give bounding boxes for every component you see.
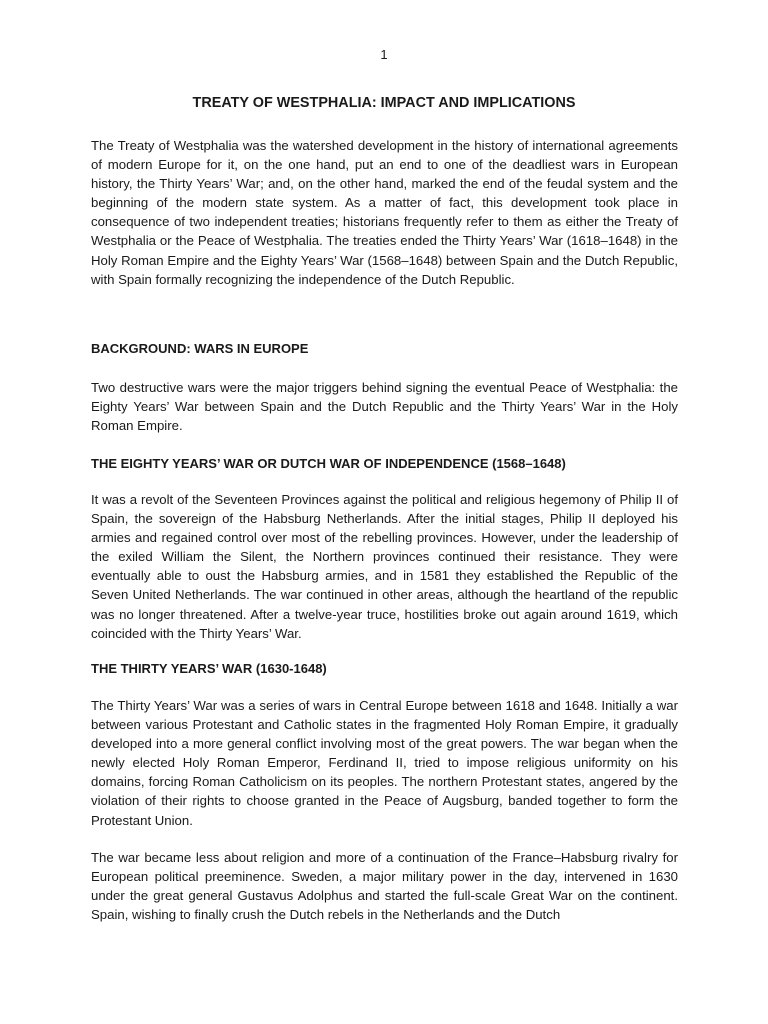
document-title: TREATY OF WESTPHALIA: IMPACT AND IMPLICATIONS [192,95,576,111]
eighty-years-war-heading: THE EIGHTY YEARS’ WAR OR DUTCH WAR OF INDEPENDENCE (1568–1648) [91,456,566,471]
eighty-years-war-paragraph: It was a revolt of the Seventeen Provinces against the political and religious hegemony of Philip II of Spain, the sovereign of the Habsburg Netherlands. After the initial stages, Philip II deployed his armies and regained control over most of the rebelling provinces. However, under the leadership of the exiled William the Silent, the Northern provinces continued their resistance. They were eventually able to oust the Habsburg armies, and in 1581 they established the Republic of the Seven United Netherlands. The war continued in other areas, although the heartland of the republic was no longer threatened. After a twelve-year truce, hostilities broke out again around 1619, which coincided with the Thirty Years’ War. [91,492,678,641]
background-heading: BACKGROUND: WARS IN EUROPE [91,341,309,356]
background-paragraph: Two destructive wars were the major triggers behind signing the eventual Peace of Westphalia: the Eighty Years’ War between Spain and the Dutch Republic and the Thirty Years’ War in the Holy Roman Empire. [91,380,678,434]
page-number: 1 [380,47,388,62]
thirty-years-war-paragraph-1: The Thirty Years’ War was a series of wars in Central Europe between 1618 and 1648. Initially a war between various Protestant and Catholic states in the fragmented Holy Roman Empire, it gradually developed into a more general conflict involving most of the great powers. The war began when the newly elected Holy Roman Emperor, Ferdinand II, tried to impose religious uniformity on his domains, forcing Roman Catholicism on its peoples. The northern Protestant states, angered by the violation of their rights to choose granted in the Peace of Augsburg, banded together to form the Protestant Union. [91,698,678,828]
thirty-years-war-paragraph-2: The war became less about religion and more of a continuation of the France–Habsburg rivalry for European political preeminence. Sweden, a major military power in the day, intervened in 1630 under the great general Gustavus Adolphus and started the full-scale Great War on the continent. Spain, wishing to finally crush the Dutch rebels in the Netherlands and the Dutch [91,850,678,923]
intro-paragraph: The Treaty of Westphalia was the watershed development in the history of international agreements of modern Europe for it, on the one hand, put an end to one of the deadliest wars in European history, the Thirty Years’ War; and, on the other hand, marked the end of the feudal system and the beginning of the modern state system. As a matter of fact, this development took place in consequence of two independent treaties; historians frequently refer to them as either the Treaty of Westphalia or the Peace of Westphalia. The treaties ended the Thirty Years’ War (1618–1648) in the Holy Roman Empire and the Eighty Years’ War (1568–1648) between Spain and the Dutch Republic, with Spain formally recognizing the independence of the Dutch Republic. [91,138,678,287]
thirty-years-war-heading: THE THIRTY YEARS’ WAR (1630-1648) [91,661,327,676]
